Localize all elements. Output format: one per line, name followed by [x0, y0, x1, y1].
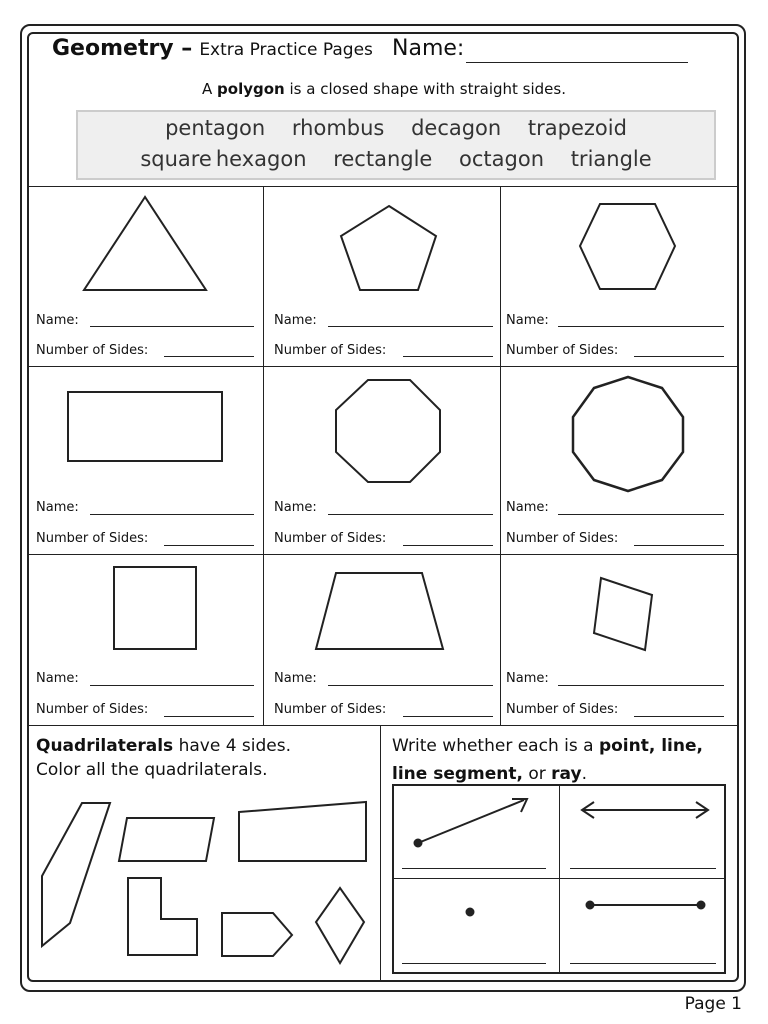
- ray-figure: [418, 800, 524, 843]
- name-label: Name:: [274, 313, 317, 328]
- name-label: Name:: [36, 500, 79, 515]
- word-triangle: triangle: [570, 147, 652, 171]
- name-label: Name:: [36, 313, 79, 328]
- sides-label: Number of Sides:: [274, 702, 387, 717]
- word-rhombus: rhombus: [291, 116, 385, 140]
- lines-or: or: [528, 764, 546, 784]
- sides-label: Number of Sides:: [506, 343, 619, 358]
- sides-label: Number of Sides:: [274, 343, 387, 358]
- sides-label: Number of Sides:: [506, 702, 619, 717]
- lines-term-point-line: point, line,: [598, 736, 703, 756]
- student-name-label: Name:: [392, 36, 465, 61]
- word-rectangle: rectangle: [333, 147, 433, 171]
- point-figure: [467, 909, 474, 916]
- intro-suffix: is a closed shape with straight sides.: [289, 80, 566, 98]
- word-pentagon: pentagon: [165, 116, 266, 140]
- segment-endpoint: [698, 902, 705, 909]
- lines-term-ray: ray: [551, 764, 582, 784]
- word-octagon: octagon: [459, 147, 545, 171]
- title-main: Geometry –: [52, 36, 193, 61]
- name-label: Name:: [274, 500, 317, 515]
- sides-label: Number of Sides:: [506, 531, 619, 546]
- name-label: Name:: [506, 313, 549, 328]
- title-sub: Extra Practice Pages: [199, 40, 373, 60]
- intro-prefix: A: [202, 80, 213, 98]
- answer-field[interactable]: [570, 963, 716, 964]
- answer-field[interactable]: [402, 868, 546, 869]
- quadrilaterals-term: Quadrilaterals: [36, 736, 174, 756]
- name-label: Name:: [506, 500, 549, 515]
- sides-label: Number of Sides:: [36, 702, 149, 717]
- word-trapezoid: trapezoid: [527, 116, 627, 140]
- lines-line1: Write whether each is a: [392, 736, 594, 756]
- word-decagon: decagon: [411, 116, 502, 140]
- sides-label: Number of Sides:: [36, 343, 149, 358]
- name-label: Name:: [506, 671, 549, 686]
- segment-endpoint: [587, 902, 594, 909]
- word-square: square: [140, 147, 212, 171]
- quadrilaterals-line2: Color all the quadrilaterals.: [36, 760, 268, 780]
- lines-period: .: [581, 764, 587, 784]
- intro-term: polygon: [217, 80, 285, 98]
- page-number: Page 1: [684, 994, 742, 1014]
- ray-endpoint: [415, 840, 422, 847]
- name-label: Name:: [36, 671, 79, 686]
- lines-term-segment: line segment,: [392, 764, 523, 784]
- answer-field[interactable]: [402, 963, 546, 964]
- sides-label: Number of Sides:: [36, 531, 149, 546]
- answer-field[interactable]: [570, 868, 716, 869]
- sides-label: Number of Sides:: [274, 531, 387, 546]
- quadrilaterals-rest: have 4 sides.: [178, 736, 292, 756]
- name-label: Name:: [274, 671, 317, 686]
- word-hexagon: hexagon: [215, 147, 307, 171]
